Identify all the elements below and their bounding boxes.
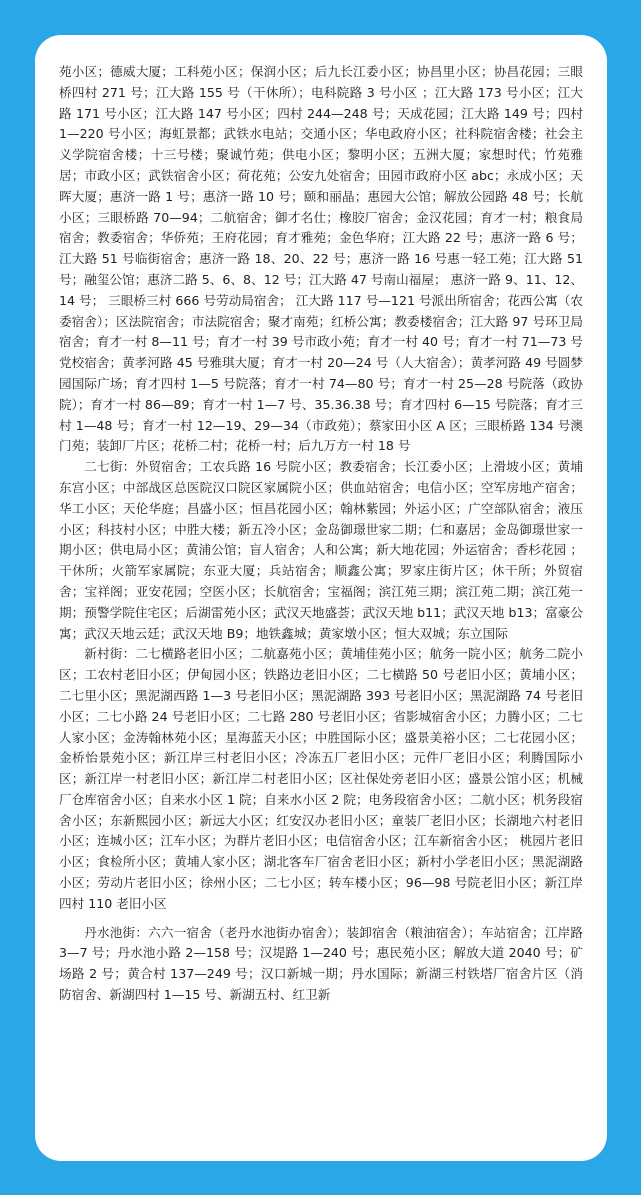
paragraph-erqi-street: 二七街：外贸宿舍；工农兵路 16 号院小区；教委宿舍；长江委小区；上滑坡小区；黄埔东宫小区；中部战区总医院汉口院区家属院小区；供血站宿舍；电信小区；空军房地产宿舍；华工小区；天伦华庭；昌盛小区；恒昌花园小区；翰林紫园；外运小区；广空部队宿舍；液压小区；科技村小区；中胜大楼；新五冷小区；金岛御璟世家二期；仁和嘉居；金岛御璟世家一期小区；供电局小区；黄浦公馆；盲人宿舍；人和公寓；新大地花园；外运宿舍；香杉花园 ；干休所；火箭军家属院；东亚大厦；兵站宿舍；顺鑫公寓；罗家庄街片区；休干所；外贸宿舍；宝祥阁；亚安花园；空医小区；长航宿舍；宝福阁；滨江苑三期；滨江苑二期；滨江苑一期；预警学院住宅区；后湖雷苑小区；武汉天地盛荟；武汉天地 b11；武汉天地 b13；富豪公寓；武汉天地云廷；武汉天地 B9；地铁鑫城；黄家墩小区；恒大双城；东立国际 xyxy=(59,459,583,641)
paragraph-residential-list: 苑小区；德威大厦；工科苑小区；保润小区；后九长江委小区；协昌里小区；协昌花园；三眼桥四村 271 号；江大路 155 号（干休所）；电科院路 3 号小区 ；江大路 173 号小区；江大路 171 号小区；江大路 147 号小区；四村 244—248 号；天成花园；江大路 149 号；四村 1—220 号小区；海虹景都；武铁水电站；交通小区；华电政府小区；社科院宿舍楼；社会主义学院宿舍楼；十三号楼；聚诚竹苑；供电小区；黎明小区；五洲大厦；家想时代；竹苑雅居；市政小区；武铁宿舍小区；荷花苑；公安九处宿舍；田园市政府小区 abc；永成小区；天晖大厦；惠济一路 1 号；惠济一路 10 号；颐和丽晶；惠园大公馆；解放公园路 48 号；长航小区；三眼桥路 70—94；二航宿舍；御才名仕；橡胶厂宿舍；金汉花园；育才一村；粮食局宿舍；教委宿舍；华侨苑；王府花园；育才雅苑；金色华府；江大路 22 号；惠济一路 6 号；江大路 51 号临街宿舍；惠济一路 18、20、22 号；惠济一路 16 号惠一轻工苑；江大路 51 号；融玺公馆；惠济二路 5、6、8、12 号；江大路 47 号南山福屋； 惠济一路 9、11、12、14 号； 三眼桥三村 666 号劳动局宿舍； 江大路 117 号—121 号派出所宿舍；花西公寓（农委宿舍）；区法院宿舍；市法院宿舍；聚才南苑；红桥公寓；教委楼宿舍；江大路 97 号环卫局宿舍；育才一村 8—11 号；育才一村 39 号市政小苑；育才一村 40 号；育才一村 71—73 号党校宿舍；黄孝河路 45 号雅琪大厦；育才一村 20—24 号（人大宿舍）；黄孝河路 49 号圆梦园国际广场；育才四村 1—5 号院落；育才一村 74—80 号；育才一村 25—28 号院落（政协院）；育才一村 86—89；育才一村 1—7 号、35.36.38 号；育才四村 6—15 号院落；育才三村 1—48 号；育才一村 12—19、29—34（市政苑）；蔡家田小区 A 区；三眼桥路 134 号澳门苑；装卸厂片区；花桥二村；花桥一村；后九万方一村 18 号 xyxy=(59,64,583,454)
article-card xyxy=(35,35,607,1161)
paragraph-xincun-street: 新村街：二七横路老旧小区；二航嘉苑小区；黄埔佳苑小区；航务一院小区；航务二院小区；工农村老旧小区；伊甸园小区；铁路边老旧小区；二七横路 50 号老旧小区；黄埔小区；二七里小区；黑泥湖西路 1—3 号老旧小区；黑泥湖路 393 号老旧小区；黑泥湖路 74 号老旧小区；二七小路 24 号老旧小区；二七路 280 号老旧小区；省影城宿舍小区；力腾小区；二七人家小区；金涛翰林苑小区；星海蓝天小区；中胜国际小区；盛景美裕小区；二七花园小区；金桥怡景苑小区；新江岸三村老旧小区；冷冻五厂老旧小区；元件厂老旧小区；利腾国际小区；新江岸一村老旧小区；新江岸二村老旧小区；区社保处旁老旧小区；盛景公馆小区；机械厂仓库宿舍小区；自来水小区 1 院；自来水小区 2 院；电务段宿舍小区；二航小区；机务段宿舍小区；东新熙园小区；新远大小区；红安汉办老旧小区；童装厂老旧小区；长湖地六村老旧小区；连城小区；江车小区；为群片老旧小区；电信宿舍小区；江车新宿舍小区； 桃园片老旧小区；食检所小区；黄埔人家小区；湖北客车厂宿舍老旧小区；新村小学老旧小区；黑泥湖路小区；劳动片老旧小区；徐州小区；二七小区；转车楼小区；96—98 号院老旧小区；新江岸四村 110 老旧小区 xyxy=(59,646,583,911)
paragraph-danshuichi-street: 丹水池街：六六一宿舍（老丹水池街办宿舍）；装卸宿舍（粮油宿舍）；车站宿舍；江岸路 3—7 号；丹水池小路 2—158 号；汉堤路 1—240 号；惠民苑小区；解放大道 2040 号；矿场路 2 号；黄合村 137—249 号；汉口新城一期；丹水国际；新湖三村铁塔厂宿舍片区（消防宿舍、新湖四村 1—15 号、新湖五村、红卫新 xyxy=(59,924,583,1003)
article-body xyxy=(59,62,583,1161)
